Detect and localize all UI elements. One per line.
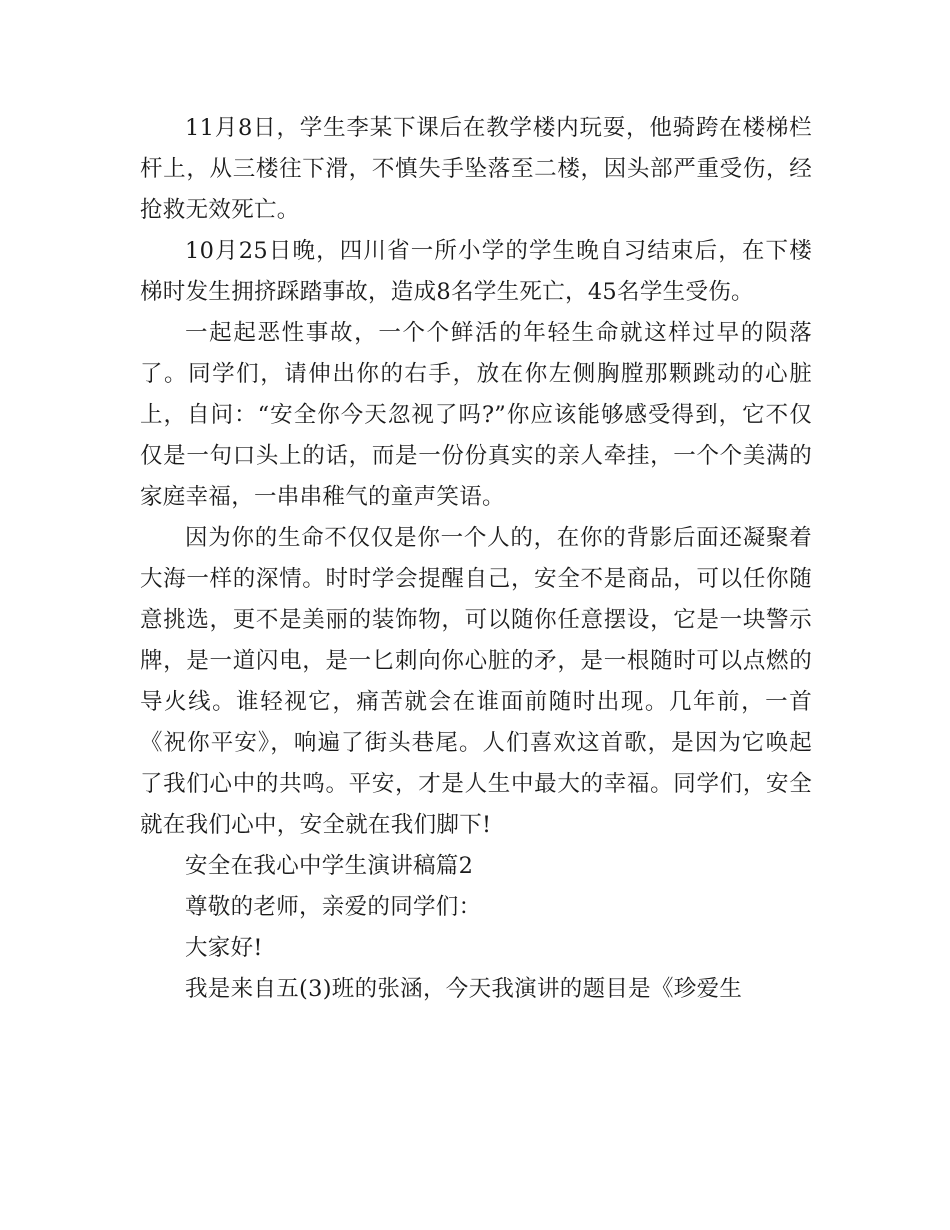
greeting-line: 尊敬的老师，亲爱的同学们： [185, 894, 482, 920]
section-heading-speech-2: 安全在我心中学生演讲稿篇2 [185, 853, 474, 879]
document-body [140, 108, 812, 1010]
paragraph-accident-nov-8: 11月8日，学生李某下课后在教学楼内玩耍，他骑跨在楼梯栏杆上，从三楼往下滑，不慎失手坠落至二楼，因头部严重受伤，经抢救无效死亡。 [140, 115, 812, 223]
paragraph-accident-oct-25: 10月25日晚，四川省一所小学的学生晚自习结束后，在下楼梯时发生拥挤踩踏事故，造成8名学生死亡，45名学生受伤。 [140, 238, 812, 305]
paragraph-introduction: 我是来自五(3)班的张涵，今天我演讲的题目是《珍爱生 [185, 976, 743, 1002]
paragraph-safety-importance: 因为你的生命不仅仅是你一个人的，在你的背影后面还凝聚着大海一样的深情。时时学会提醒自己，安全不是商品，可以任你随意挑选，更不是美丽的装饰物，可以随你任意摆设，它是一块警示牌，是一道闪电，是一匕刺向你心脏的矛，是一根随时可以点燃的导火线。谁轻视它，痛苦就会在谁面前随时出现。几年前，一首《祝你平安》，响遍了街头巷尾。人们喜欢这首歌，是因为它唤起了我们心中的共鸣。平安，才是人生中最大的幸福。同学们，安全就在我们心中，安全就在我们脚下! [140, 525, 812, 838]
hello-line: 大家好! [185, 935, 263, 961]
paragraph-reflection: 一起起恶性事故，一个个鲜活的年轻生命就这样过早的陨落了。同学们，请伸出你的右手，放在你左侧胸膛那颗跳动的心脏上，自问：“安全你今天忽视了吗?”你应该能够感受得到，它不仅仅是一句口头上的话，而是一份份真实的亲人牵挂，一个个美满的家庭幸福，一串串稚气的童声笑语。 [140, 320, 812, 510]
